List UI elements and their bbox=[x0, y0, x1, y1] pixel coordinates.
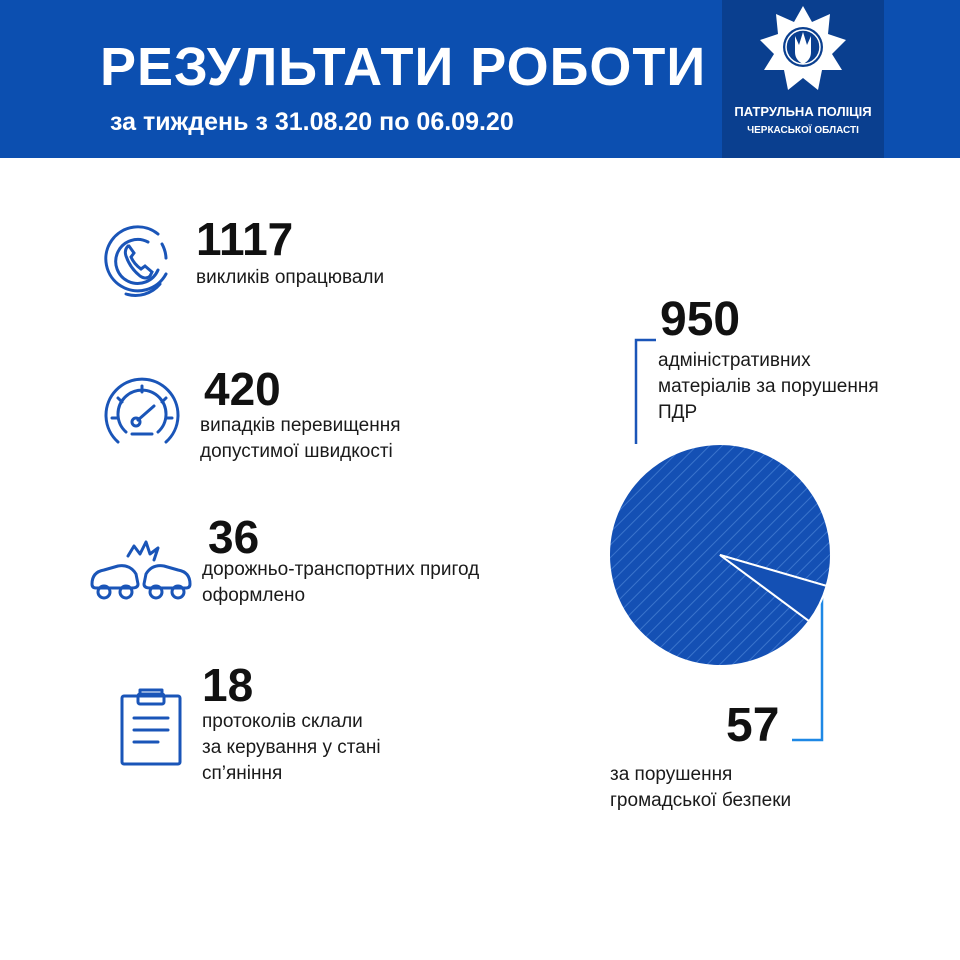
slice-minor-label-line1: за порушення bbox=[610, 764, 733, 785]
accidents-label-line2: оформлено bbox=[202, 585, 306, 606]
slice-minor-value: 57 bbox=[726, 699, 780, 752]
slice-main-label-line3: ПДР bbox=[658, 402, 698, 423]
page-title: РЕЗУЛЬТАТИ РОБОТИ bbox=[100, 37, 707, 97]
speeding-label-line2: допустимої швидкості bbox=[200, 441, 393, 462]
protocols-label-line1: протоколів склали bbox=[202, 711, 363, 732]
leader-line-main bbox=[636, 340, 656, 444]
speeding-value: 420 bbox=[204, 363, 281, 415]
protocols-value: 18 bbox=[202, 659, 254, 711]
calls-label: викликів опрацювали bbox=[196, 267, 385, 288]
slice-main-label-line1: адміністративних bbox=[658, 350, 811, 371]
protocols-label-line2: за керування у стані bbox=[202, 737, 381, 758]
slice-minor-label-line2: громадської безпеки bbox=[610, 790, 792, 811]
accidents-label-line1: дорожньо-транспортних пригод bbox=[202, 559, 480, 580]
accidents-value: 36 bbox=[208, 511, 260, 563]
protocols-label-line3: сп’яніння bbox=[202, 763, 283, 784]
logo-text-line2: ЧЕРКАСЬКОЇ ОБЛАСТІ bbox=[747, 125, 859, 136]
pie-chart bbox=[600, 440, 840, 670]
period-subtitle: за тиждень з 31.08.20 по 06.09.20 bbox=[110, 108, 514, 136]
calls-value: 1117 bbox=[196, 213, 294, 265]
slice-main-label-line2: матеріалів за порушення bbox=[658, 376, 879, 397]
slice-main-value: 950 bbox=[660, 293, 741, 346]
logo-text-line1: ПАТРУЛЬНА ПОЛІЦІЯ bbox=[734, 104, 872, 119]
speeding-label-line1: випадків перевищення bbox=[200, 415, 401, 436]
